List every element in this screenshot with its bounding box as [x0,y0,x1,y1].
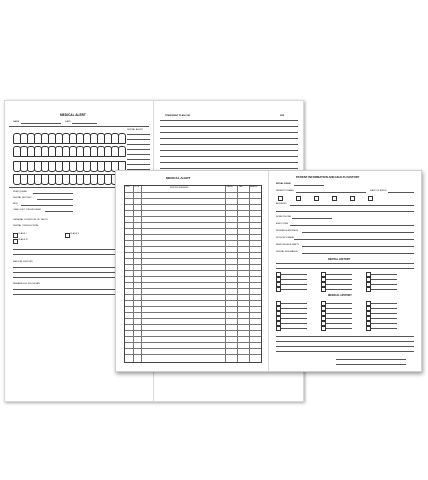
col-header-date: DATE [125,187,130,188]
field-label: DATE OF BIRTH [370,190,387,192]
col-header-charge: CHARGE [226,187,233,188]
signature-line [336,359,406,360]
class-three-label: CLASS III [18,239,28,241]
fee-label: FEE [280,115,285,117]
field-label: DENTAL INSURANCE [276,251,298,253]
field-label: SPOUSE'S NAME [276,237,294,239]
field-label: HOME PHONE [276,216,291,218]
name-label: NAME [13,121,20,123]
col-header-service: SERVICE RENDERED [170,187,189,189]
dental-history-label: DENTAL HISTORY [328,258,351,261]
back-form-title: MEDICAL ALERT [60,113,86,117]
col-header-tooth: TOOTH [133,187,140,188]
medical-history-label: MEDICAL HISTORY [328,294,352,297]
class-one-label: CLASS I [18,233,27,235]
class-two-label: CLASS II [70,233,79,235]
front-form-title: MEDICAL ALERT [166,176,191,180]
section-label: ORAL SOFT TISSUE EXAM [13,209,41,211]
field-label: ADDRESS [276,203,287,205]
dental-alert-label: DENTAL ALERT [127,129,143,131]
section-label: DENTAL / PERIODONTAL [13,225,39,227]
date-label: DATE [65,121,71,123]
patient-info-title: PATIENT INFORMATION AND HEALTH HISTORY [296,175,360,179]
section-label: BITE [13,203,18,205]
section-label: DENTAL HISTORY [13,197,32,199]
section-label: MEDICAL HISTORY [13,261,33,263]
col-header-paid: PAID [239,187,243,188]
field-label: RESPONSIBLE PARTY [276,244,300,246]
initial-exam-label: INITIAL EXAM [276,183,291,185]
col-header-balance: BALANCE [250,187,258,188]
section-label: GENERAL CONDITION OF TEETH [13,219,48,221]
field-label: EMPLOYER [276,223,289,225]
patient-information-form [115,170,422,372]
section-label: PERIO EXAM [13,191,27,193]
field-label: PATIENT'S NAME [276,190,294,192]
field-label: BUSINESS ADDRESS [276,230,299,232]
tooth [118,133,126,144]
tooth [118,146,126,157]
fold-line [268,171,269,371]
treatment-ledger-table [124,185,262,363]
treatment-plan-label: TREATMENT PLAN FOR [165,115,191,117]
section-label: REMARKS BY PHYSICIAN [13,283,40,285]
